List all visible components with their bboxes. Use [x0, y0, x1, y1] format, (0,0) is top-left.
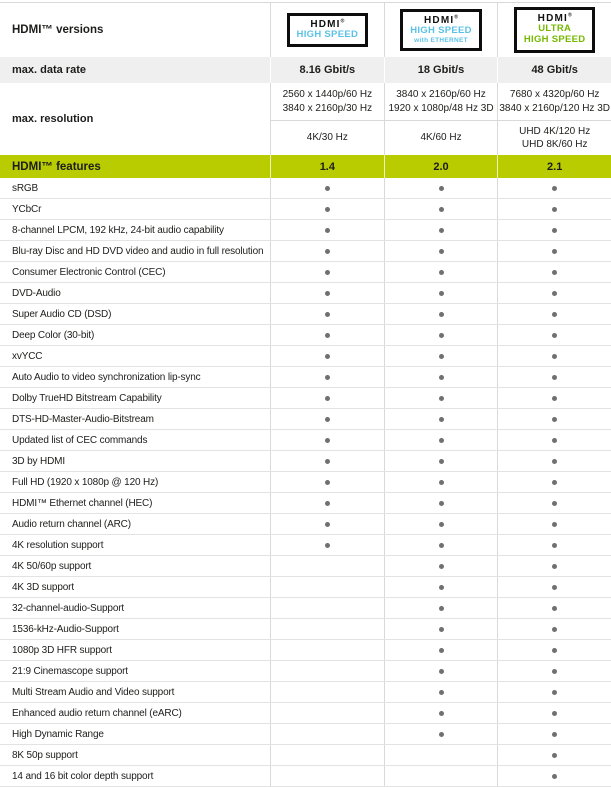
resolution-line: UHD 4K/120 Hz: [519, 125, 591, 137]
resolution-line: 4K/60 Hz: [420, 132, 462, 144]
support-cell: [384, 262, 498, 282]
feature-label: Updated list of CEC commands: [12, 434, 148, 446]
resolution-label: max. resolution: [12, 113, 94, 125]
support-dot: [552, 312, 557, 317]
support-cell: [384, 220, 498, 240]
support-dot: [325, 396, 330, 401]
support-dot: [439, 249, 444, 254]
support-dot: [552, 207, 557, 212]
support-cell: [497, 283, 611, 303]
support-cell: [497, 598, 611, 618]
resolution-line: 1920 x 1080p/48 Hz 3D: [388, 102, 494, 114]
feature-row: [0, 577, 611, 598]
support-cell: [270, 661, 384, 681]
support-cell: [497, 325, 611, 345]
feature-row: [0, 241, 611, 262]
feature-label: Super Audio CD (DSD): [12, 308, 112, 320]
support-cell: [497, 724, 611, 744]
support-dot: [552, 543, 557, 548]
support-dot: [439, 459, 444, 464]
feature-label: Multi Stream Audio and Video support: [12, 686, 175, 698]
support-dot: [439, 711, 444, 716]
support-dot: [552, 417, 557, 422]
support-cell: [270, 745, 384, 765]
feature-label: Enhanced audio return channel (eARC): [12, 707, 182, 719]
feature-row: [0, 640, 611, 661]
feature-label: High Dynamic Range: [12, 728, 104, 740]
feature-label: DTS-HD-Master-Audio-Bitstream: [12, 413, 154, 425]
support-dot: [552, 186, 557, 191]
support-dot: [552, 396, 557, 401]
feature-label: 8K 50p support: [12, 749, 78, 761]
support-cell: [497, 430, 611, 450]
feature-label: 1080p 3D HFR support: [12, 644, 112, 656]
hdmi-high-speed-ethernet-badge: [400, 9, 482, 51]
features-version-2.1: 2.1: [497, 155, 611, 178]
support-cell: [384, 430, 498, 450]
feature-label: DVD-Audio: [12, 287, 61, 299]
hdmi-high-speed-badge: [287, 13, 369, 48]
support-dot: [552, 753, 557, 758]
support-dot: [439, 732, 444, 737]
resolution-row: [0, 83, 611, 155]
support-dot: [325, 333, 330, 338]
resolution-cell-1: [270, 83, 384, 155]
support-dot: [439, 375, 444, 380]
support-cell: [270, 367, 384, 387]
support-cell: [384, 241, 498, 261]
support-dot: [439, 564, 444, 569]
support-cell: [270, 262, 384, 282]
feature-row: [0, 682, 611, 703]
support-cell: [497, 577, 611, 597]
support-cell: [497, 178, 611, 198]
support-dot: [325, 459, 330, 464]
support-cell: [270, 619, 384, 639]
support-cell: [270, 346, 384, 366]
support-cell: [270, 640, 384, 660]
support-dot: [325, 207, 330, 212]
support-dot: [439, 396, 444, 401]
support-cell: [384, 178, 498, 198]
support-cell: [270, 472, 384, 492]
support-dot: [439, 270, 444, 275]
support-dot: [552, 585, 557, 590]
feature-label: YCbCr: [12, 203, 42, 215]
support-cell: [384, 556, 498, 576]
support-dot: [439, 228, 444, 233]
support-cell: [384, 577, 498, 597]
resolution-cell-3: [497, 83, 611, 155]
support-cell: [384, 199, 498, 219]
feature-label: Auto Audio to video synchronization lip-sync: [12, 371, 201, 383]
feature-row: [0, 493, 611, 514]
support-cell: [270, 283, 384, 303]
support-cell: [497, 304, 611, 324]
support-dot: [552, 228, 557, 233]
feature-label: Audio return channel (ARC): [12, 518, 131, 530]
support-dot: [552, 459, 557, 464]
support-dot: [325, 417, 330, 422]
feature-row: [0, 178, 611, 199]
support-dot: [439, 354, 444, 359]
support-dot: [439, 585, 444, 590]
feature-row: [0, 283, 611, 304]
support-cell: [270, 325, 384, 345]
support-cell: [270, 766, 384, 786]
support-dot: [552, 354, 557, 359]
support-cell: [384, 367, 498, 387]
feature-row: [0, 514, 611, 535]
support-cell: [384, 535, 498, 555]
feature-label: Full HD (1920 x 1080p @ 120 Hz): [12, 476, 159, 488]
feature-row: [0, 346, 611, 367]
support-cell: [270, 178, 384, 198]
feature-label: 32-channel-audio-Support: [12, 602, 125, 614]
resolution-detail: [498, 83, 611, 121]
resolution-line: 7680 x 4320p/60 Hz: [509, 89, 600, 100]
support-cell: [270, 703, 384, 723]
support-dot: [325, 375, 330, 380]
support-cell: [497, 220, 611, 240]
feature-row: [0, 367, 611, 388]
support-cell: [384, 304, 498, 324]
support-cell: [384, 451, 498, 471]
badge-line: ULTRA: [538, 23, 572, 35]
support-dot: [325, 312, 330, 317]
support-dot: [325, 354, 330, 359]
support-cell: [384, 766, 498, 786]
data-rate-value-1: 8.16 Gbit/s: [270, 57, 384, 83]
support-dot: [325, 228, 330, 233]
support-dot: [552, 711, 557, 716]
support-cell: [497, 388, 611, 408]
support-cell: [270, 451, 384, 471]
support-cell: [384, 619, 498, 639]
feature-label: xvYCC: [12, 350, 43, 362]
support-cell: [497, 556, 611, 576]
support-cell: [497, 745, 611, 765]
support-dot: [552, 333, 557, 338]
support-cell: [384, 514, 498, 534]
support-cell: [270, 388, 384, 408]
feature-row: [0, 430, 611, 451]
versions-cell-3: [497, 3, 611, 57]
support-dot: [552, 480, 557, 485]
versions-row-label: HDMI™ versions: [12, 24, 104, 36]
support-cell: [384, 598, 498, 618]
support-dot: [439, 648, 444, 653]
support-cell: [270, 493, 384, 513]
support-cell: [384, 682, 498, 702]
support-cell: [384, 409, 498, 429]
support-cell: [384, 661, 498, 681]
support-cell: [270, 241, 384, 261]
support-dot: [439, 312, 444, 317]
support-dot: [552, 669, 557, 674]
support-cell: [497, 409, 611, 429]
support-cell: [384, 724, 498, 744]
support-cell: [497, 493, 611, 513]
hdmi-logo-text: HDMI: [310, 18, 341, 30]
support-dot: [552, 249, 557, 254]
features-version-1.4: 1.4: [270, 155, 384, 178]
badge-subline: with ETHERNET: [414, 36, 468, 44]
support-cell: [270, 220, 384, 240]
support-dot: [439, 627, 444, 632]
support-dot: [552, 375, 557, 380]
badge-line: HIGH SPEED: [410, 25, 472, 37]
support-cell: [384, 703, 498, 723]
feature-rows: [0, 178, 611, 787]
support-cell: [270, 724, 384, 744]
support-dot: [325, 543, 330, 548]
support-dot: [325, 438, 330, 443]
support-dot: [439, 606, 444, 611]
support-cell: [270, 514, 384, 534]
feature-row: [0, 472, 611, 493]
support-cell: [497, 661, 611, 681]
support-dot: [552, 627, 557, 632]
support-cell: [384, 388, 498, 408]
support-dot: [552, 732, 557, 737]
hdmi-comparison-table: [0, 2, 611, 787]
support-cell: [270, 304, 384, 324]
feature-label: 3D by HDMI: [12, 455, 65, 467]
resolution-detail: [385, 83, 498, 121]
versions-cell-2: [384, 3, 498, 57]
support-dot: [552, 564, 557, 569]
feature-row: [0, 220, 611, 241]
support-cell: [497, 199, 611, 219]
registered-mark: ®: [454, 14, 459, 21]
feature-row: [0, 388, 611, 409]
support-dot: [325, 480, 330, 485]
feature-label: 4K resolution support: [12, 539, 104, 551]
support-dot: [552, 690, 557, 695]
feature-row: [0, 535, 611, 556]
support-dot: [325, 501, 330, 506]
feature-row: [0, 325, 611, 346]
support-cell: [497, 514, 611, 534]
support-cell: [497, 682, 611, 702]
support-dot: [439, 207, 444, 212]
registered-mark: ®: [568, 12, 572, 19]
feature-label: 21:9 Cinemascope support: [12, 665, 128, 677]
support-dot: [439, 480, 444, 485]
support-dot: [439, 522, 444, 527]
feature-row: [0, 766, 611, 787]
feature-row: [0, 262, 611, 283]
feature-row: [0, 199, 611, 220]
feature-label: 1536-kHz-Audio-Support: [12, 623, 119, 635]
registered-mark: ®: [340, 18, 345, 25]
resolution-cell-2: [384, 83, 498, 155]
features-header-label: HDMI™ features: [12, 160, 101, 173]
support-cell: [270, 598, 384, 618]
feature-row: [0, 745, 611, 766]
hdmi-ultra-high-speed-badge: [514, 7, 596, 52]
support-cell: [270, 409, 384, 429]
support-cell: [497, 472, 611, 492]
features-version-2.0: 2.0: [384, 155, 498, 178]
support-cell: [384, 745, 498, 765]
feature-label: Consumer Electronic Control (CEC): [12, 266, 166, 278]
feature-row: [0, 409, 611, 430]
support-dot: [325, 270, 330, 275]
support-cell: [270, 199, 384, 219]
badge-line: HIGH SPEED: [523, 34, 586, 46]
support-cell: [384, 325, 498, 345]
support-dot: [439, 291, 444, 296]
feature-row: [0, 451, 611, 472]
support-cell: [497, 619, 611, 639]
support-dot: [552, 522, 557, 527]
support-dot: [439, 186, 444, 191]
support-cell: [497, 262, 611, 282]
support-cell: [270, 430, 384, 450]
support-cell: [270, 535, 384, 555]
feature-row: [0, 703, 611, 724]
support-dot: [439, 669, 444, 674]
resolution-line: 2560 x 1440p/60 Hz: [282, 89, 373, 100]
resolution-summary: [271, 121, 384, 155]
resolution-line: UHD 8K/60 Hz: [521, 139, 588, 150]
support-dot: [439, 690, 444, 695]
resolution-detail: [271, 83, 384, 121]
feature-label: 4K 3D support: [12, 581, 74, 593]
features-header-row: [0, 155, 611, 178]
support-dot: [439, 417, 444, 422]
support-cell: [497, 703, 611, 723]
support-dot: [325, 249, 330, 254]
support-dot: [552, 774, 557, 779]
feature-row: [0, 598, 611, 619]
resolution-line: 4K/30 Hz: [306, 132, 348, 144]
support-cell: [384, 283, 498, 303]
support-cell: [497, 367, 611, 387]
support-cell: [497, 241, 611, 261]
support-dot: [552, 501, 557, 506]
support-cell: [497, 535, 611, 555]
resolution-line: 3840 x 2160p/30 Hz: [282, 102, 373, 114]
support-dot: [439, 333, 444, 338]
support-dot: [552, 438, 557, 443]
data-rate-row: [0, 57, 611, 83]
support-cell: [384, 472, 498, 492]
versions-cell-1: [270, 3, 384, 57]
support-dot: [552, 648, 557, 653]
hdmi-logo-text: HDMI: [423, 14, 455, 26]
support-dot: [552, 270, 557, 275]
badge-line: HIGH SPEED: [296, 28, 359, 40]
support-cell: [497, 346, 611, 366]
support-dot: [552, 606, 557, 611]
feature-label: 8-channel LPCM, 192 kHz, 24-bit audio capability: [12, 224, 224, 236]
data-rate-value-2: 18 Gbit/s: [384, 57, 498, 83]
feature-row: [0, 661, 611, 682]
feature-row: [0, 724, 611, 745]
support-dot: [552, 291, 557, 296]
feature-label: Dolby TrueHD Bitstream Capability: [12, 392, 162, 404]
support-cell: [270, 577, 384, 597]
support-dot: [439, 501, 444, 506]
support-dot: [439, 543, 444, 548]
support-cell: [497, 766, 611, 786]
feature-label: sRGB: [12, 182, 39, 194]
support-dot: [439, 438, 444, 443]
feature-label: 4K 50/60p support: [12, 560, 92, 572]
feature-row: [0, 304, 611, 325]
versions-row: [0, 3, 611, 57]
support-dot: [325, 291, 330, 296]
data-rate-label: max. data rate: [12, 64, 86, 76]
feature-label: Blu-ray Disc and HD DVD video and audio in full resolution: [12, 245, 264, 257]
support-cell: [270, 556, 384, 576]
support-dot: [325, 522, 330, 527]
feature-row: [0, 619, 611, 640]
data-rate-value-3: 48 Gbit/s: [497, 57, 611, 83]
support-cell: [497, 451, 611, 471]
resolution-line: 3840 x 2160p/120 Hz 3D: [499, 102, 610, 114]
resolution-line: 3840 x 2160p/60 Hz: [396, 89, 486, 100]
feature-label: 14 and 16 bit color depth support: [12, 770, 154, 782]
support-cell: [497, 640, 611, 660]
resolution-summary: [385, 121, 498, 155]
support-cell: [384, 493, 498, 513]
support-cell: [270, 682, 384, 702]
support-cell: [384, 640, 498, 660]
feature-row: [0, 556, 611, 577]
support-cell: [384, 346, 498, 366]
feature-label: HDMI™ Ethernet channel (HEC): [12, 497, 153, 509]
feature-label: Deep Color (30-bit): [12, 329, 95, 341]
hdmi-logo-text: HDMI: [537, 13, 569, 25]
resolution-summary: [498, 121, 611, 155]
support-dot: [325, 186, 330, 191]
